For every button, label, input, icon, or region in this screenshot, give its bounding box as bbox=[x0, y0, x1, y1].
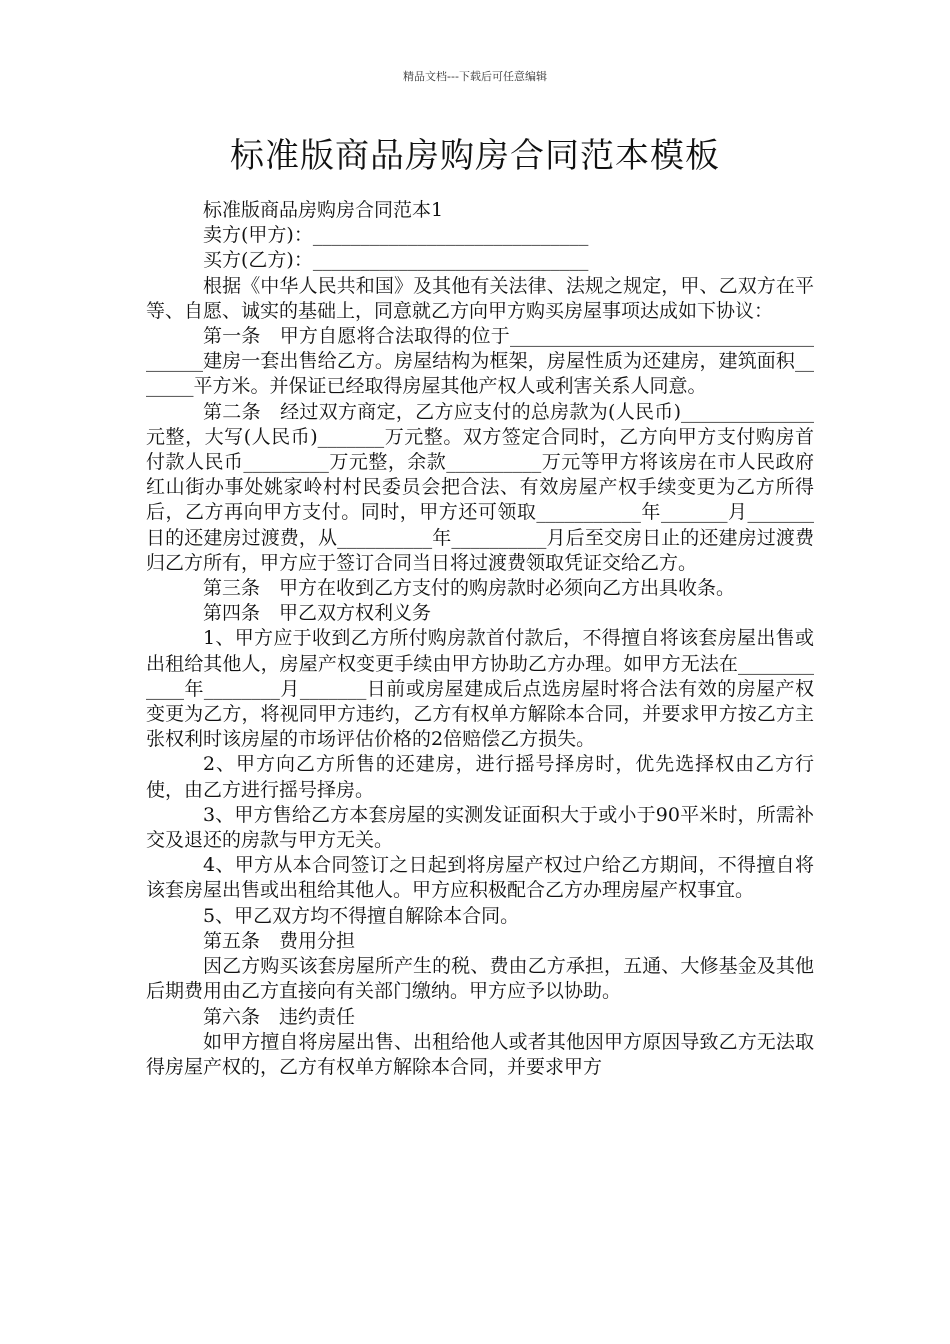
paragraph: 2、甲方向乙方所售的还建房，进行摇号择房时，优先选择权由乙方行使，由乙方进行摇号择房。 bbox=[146, 753, 814, 801]
paragraph: 第二条 经过双方商定，乙方应支付的总房款为(人民币)______________元整，大写(人民币)_______万元整。双方签定合同时，乙方向甲方支付购房首付款人民币_________万元整，余款__________万元等甲方将该房在市人民政府红山街办事处姚家岭村村民委员会把合法、有效房屋产权手续变更为乙方所得后，乙方再向甲方支付。同时，甲方还可领取___________年_______月_______日的还建房过渡费，从__________年__________月后至交房日止的还建房过渡费归乙方所有，甲方应于签订合同当日将过渡费领取凭证交给乙方。 bbox=[146, 400, 814, 574]
paragraph: 第一条 甲方自愿将合法取得的位于______________________________________建房一套出售给乙方。房屋结构为框架，房屋性质为还建房，建筑面积_______平方米。并保证已经取得房屋其他产权人或利害关系人同意。 bbox=[146, 325, 814, 398]
paragraph: 4、甲方从本合同签订之日起到将房屋产权过户给乙方期间，不得擅自将该套房屋出售或出租给其他人。甲方应积极配合乙方办理房屋产权事宜。 bbox=[146, 854, 814, 902]
paragraph: 5、甲乙双方均不得擅自解除本合同。 bbox=[203, 904, 520, 927]
paragraph: 第六条 违约责任 bbox=[203, 1005, 356, 1028]
document-title: 标准版商品房购房合同范本模板 bbox=[230, 136, 720, 176]
paragraph: 卖方(甲方)：_____________________________ bbox=[203, 224, 589, 247]
paragraph: 买方(乙方)：_____________________________ bbox=[203, 249, 589, 272]
paragraph: 第五条 费用分担 bbox=[203, 929, 356, 952]
paragraph: 1、甲方应于收到乙方所付购房款首付款后，不得擅自将该套房屋出售或出租给其他人，房屋产权变更手续由甲方协助乙方办理。如甲方无法在____________年________月_______日前或房屋建成后点选房屋时将合法有效的房屋产权变更为乙方，将视同甲方违约，乙方有权单方解除本合同，并要求甲方按乙方主张权利时该房屋的市场评估价格的2倍赔偿乙方损失。 bbox=[146, 627, 814, 751]
paragraph: 如甲方擅自将房屋出售、出租给他人或者其他因甲方原因导致乙方无法取得房屋产权的，乙方有权单方解除本合同，并要求甲方 bbox=[146, 1030, 814, 1078]
paragraph: 根据《中华人民共和国》及其他有关法律、法规之规定，甲、乙双方在平等、自愿、诚实的基础上，同意就乙方向甲方购买房屋事项达成如下协议： bbox=[146, 274, 814, 322]
paragraph: 因乙方购买该套房屋所产生的税、费由乙方承担，五通、大修基金及其他后期费用由乙方直接向有关部门缴纳。甲方应予以协助。 bbox=[146, 955, 814, 1003]
paragraph: 3、甲方售给乙方本套房屋的实测发证面积大于或小于90平米时，所需补交及退还的房款与甲方无关。 bbox=[146, 803, 814, 852]
document-body bbox=[146, 198, 814, 1080]
header-note: 精品文档---下载后可任意编辑 bbox=[403, 70, 547, 83]
paragraph: 第四条 甲乙双方权利义务 bbox=[203, 602, 432, 625]
paragraph: 标准版商品房购房合同范本1 bbox=[203, 199, 444, 221]
paragraph: 第三条 甲方在收到乙方支付的购房款时必须向乙方出具收条。 bbox=[203, 577, 736, 600]
